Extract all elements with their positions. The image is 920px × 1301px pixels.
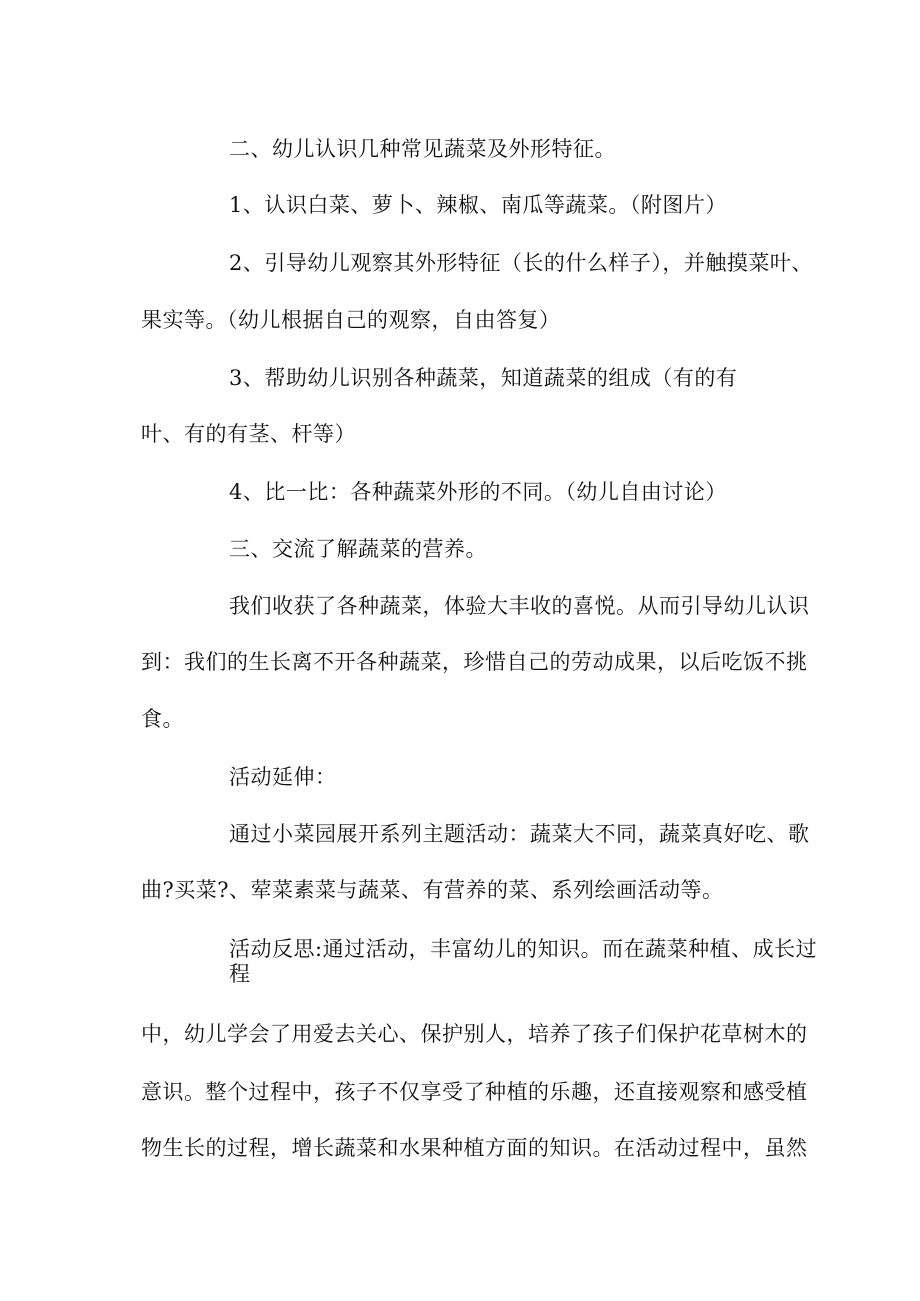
list-item-4: 4、比一比：各种蔬菜外形的不同。（幼儿自由讨论） — [229, 480, 727, 504]
paragraph-reflection-line-3: 意识。整个过程中，孩子不仅享受了种植的乐趣，还直接观察和感受植 — [141, 1080, 808, 1104]
heading-two: 二、幼儿认识几种常见蔬菜及外形特征。 — [229, 137, 616, 161]
paragraph-extension-line-2: 曲?买菜?、荤菜素菜与蔬菜、有营养的菜、系列绘画活动等。 — [141, 878, 724, 902]
list-item-3: 3、帮助幼儿识别各种蔬菜，知道蔬菜的组成（有的有 — [229, 366, 738, 390]
paragraph-reflection-line-2: 中，幼儿学会了用爱去关心、保护别人，培养了孩子们保护花草树木的 — [141, 1022, 808, 1046]
heading-three: 三、交流了解蔬菜的营养。 — [229, 537, 487, 561]
paragraph-harvest-line-3: 食。 — [141, 707, 184, 731]
paragraph-reflection-line-4: 物生长的过程，增长蔬菜和水果种植方面的知识。在活动过程中，虽然 — [141, 1136, 808, 1160]
activity-extension-heading: 活动延伸： — [229, 765, 337, 789]
list-item-2-continued: 果实等。（幼儿根据自己的观察，自由答复） — [141, 308, 561, 332]
list-item-2: 2、引导幼儿观察其外形特征（长的什么样子），并触摸菜叶、 — [229, 251, 813, 275]
list-item-3-continued: 叶、有的有茎、杆等） — [141, 422, 356, 446]
list-item-1: 1、认识白菜、萝卜、辣椒、南瓜等蔬菜。（附图片） — [229, 193, 727, 217]
paragraph-reflection-line-1: 活动反思:通过活动，丰富幼儿的知识。而在蔬菜种植、成长过 — [229, 937, 818, 961]
paragraph-extension-line-1: 通过小菜园展开系列主题活动：蔬菜大不同，蔬菜真好吃、歌 — [229, 822, 810, 846]
paragraph-harvest-line-1: 我们收获了各种蔬菜，体验大丰收的喜悦。从而引导幼儿认识 — [229, 594, 810, 618]
paragraph-reflection-line-1-wrap: 程 — [229, 962, 251, 986]
paragraph-harvest-line-2: 到：我们的生长离不开各种蔬菜，珍惜自己的劳动成果，以后吃饭不挑 — [141, 650, 808, 674]
